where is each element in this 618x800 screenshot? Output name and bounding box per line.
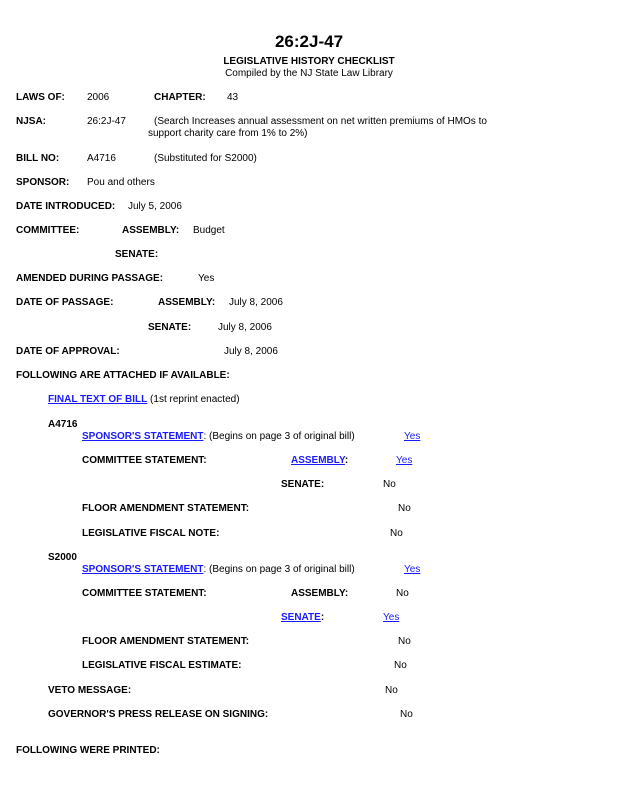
chapter-value: 43 (227, 92, 239, 103)
s2000-committee-statement-label: COMMITTEE STATEMENT: (82, 588, 207, 599)
a4716-sponsor-statement-link[interactable]: SPONSOR'S STATEMENT (82, 431, 204, 442)
a4716-floor-amendment-label: FLOOR AMENDMENT STATEMENT: (82, 503, 250, 514)
a4716-fiscal-label: LEGISLATIVE FISCAL NOTE: (82, 528, 220, 539)
a4716-sponsor-statement-note: : (Begins on page 3 of original bill) (203, 431, 355, 442)
amended-label: AMENDED DURING PASSAGE: (16, 273, 164, 284)
a4716-committee-assembly-colon: : (344, 455, 349, 466)
final-text-note: (1st reprint enacted) (150, 394, 240, 405)
a4716-floor-amendment-value: No (398, 503, 411, 514)
laws-of-label: LAWS OF: (16, 92, 65, 103)
bill-no-note: (Substituted for S2000) (154, 153, 257, 164)
a4716-committee-assembly-yes-link[interactable]: Yes (396, 455, 413, 466)
a4716-committee-senate-value: No (383, 479, 396, 490)
a4716-committee-assembly-link[interactable]: ASSEMBLY (291, 455, 345, 466)
final-text-row (48, 394, 240, 405)
s2000-sponsor-statement-row (82, 564, 355, 575)
s2000-committee-assembly-value: No (396, 588, 409, 599)
a4716-sponsor-statement-row (82, 431, 355, 442)
passage-senate-value: July 8, 2006 (218, 322, 272, 333)
final-text-link[interactable]: FINAL TEXT OF BILL (48, 394, 148, 405)
document-subtitle: LEGISLATIVE HISTORY CHECKLIST (223, 56, 395, 67)
s2000-committee-senate-link[interactable]: SENATE (281, 612, 321, 623)
s2000-fiscal-label: LEGISLATIVE FISCAL ESTIMATE: (82, 660, 242, 671)
laws-of-value: 2006 (87, 92, 110, 103)
s2000-floor-amendment-value: No (398, 636, 411, 647)
njsa-value: 26:2J-47 (87, 116, 126, 127)
passage-assembly-label: ASSEMBLY: (158, 297, 216, 308)
bill-no-label: BILL NO: (16, 153, 60, 164)
s2000-committee-assembly-label: ASSEMBLY: (291, 588, 349, 599)
veto-value: No (385, 685, 398, 696)
passage-assembly-value: July 8, 2006 (229, 297, 283, 308)
a4716-heading: A4716 (48, 419, 78, 430)
compiled-by: Compiled by the NJ State Law Library (225, 68, 393, 79)
s2000-sponsor-statement-yes-link[interactable]: Yes (404, 564, 421, 575)
s2000-sponsor-statement-note: : (Begins on page 3 of original bill) (203, 564, 355, 575)
document-title: 26:2J-47 (274, 32, 344, 51)
sponsor-value: Pou and others (87, 177, 155, 188)
s2000-floor-amendment-label: FLOOR AMENDMENT STATEMENT: (82, 636, 250, 647)
sponsor-label: SPONSOR: (16, 177, 70, 188)
committee-senate-label: SENATE: (115, 249, 159, 260)
press-release-label: GOVERNOR'S PRESS RELEASE ON SIGNING: (48, 709, 269, 720)
date-of-approval-label: DATE OF APPROVAL: (16, 346, 120, 357)
s2000-fiscal-value: No (394, 660, 407, 671)
committee-assembly-label: ASSEMBLY: (122, 225, 180, 236)
s2000-heading: S2000 (48, 552, 77, 563)
chapter-label: CHAPTER: (154, 92, 206, 103)
attached-heading: FOLLOWING ARE ATTACHED IF AVAILABLE: (16, 370, 230, 381)
njsa-description-line2: support charity care from 1% to 2%) (148, 128, 308, 139)
veto-label: VETO MESSAGE: (48, 685, 132, 696)
committee-label: COMMITTEE: (16, 225, 80, 236)
passage-senate-label: SENATE: (148, 322, 192, 333)
a4716-committee-statement-label: COMMITTEE STATEMENT: (82, 455, 207, 466)
date-of-passage-label: DATE OF PASSAGE: (16, 297, 114, 308)
committee-assembly-value: Budget (193, 225, 225, 236)
njsa-label: NJSA: (16, 116, 47, 127)
a4716-committee-senate-label: SENATE: (281, 479, 325, 490)
printed-heading: FOLLOWING WERE PRINTED: (16, 745, 160, 756)
s2000-sponsor-statement-link[interactable]: SPONSOR'S STATEMENT (82, 564, 204, 575)
a4716-sponsor-statement-yes-link[interactable]: Yes (404, 431, 421, 442)
njsa-description-line1: (Search Increases annual assessment on net written premiums of HMOs to (154, 116, 487, 127)
date-of-approval-value: July 8, 2006 (224, 346, 278, 357)
bill-no-value: A4716 (87, 153, 116, 164)
press-release-value: No (400, 709, 413, 720)
a4716-committee-assembly (291, 455, 348, 466)
s2000-committee-senate-yes-link[interactable]: Yes (383, 612, 400, 623)
s2000-committee-senate (281, 612, 324, 623)
date-introduced-label: DATE INTRODUCED: (16, 201, 116, 212)
amended-value: Yes (198, 273, 215, 284)
a4716-fiscal-value: No (390, 528, 403, 539)
s2000-committee-senate-colon: : (320, 612, 325, 623)
date-introduced-value: July 5, 2006 (128, 201, 182, 212)
